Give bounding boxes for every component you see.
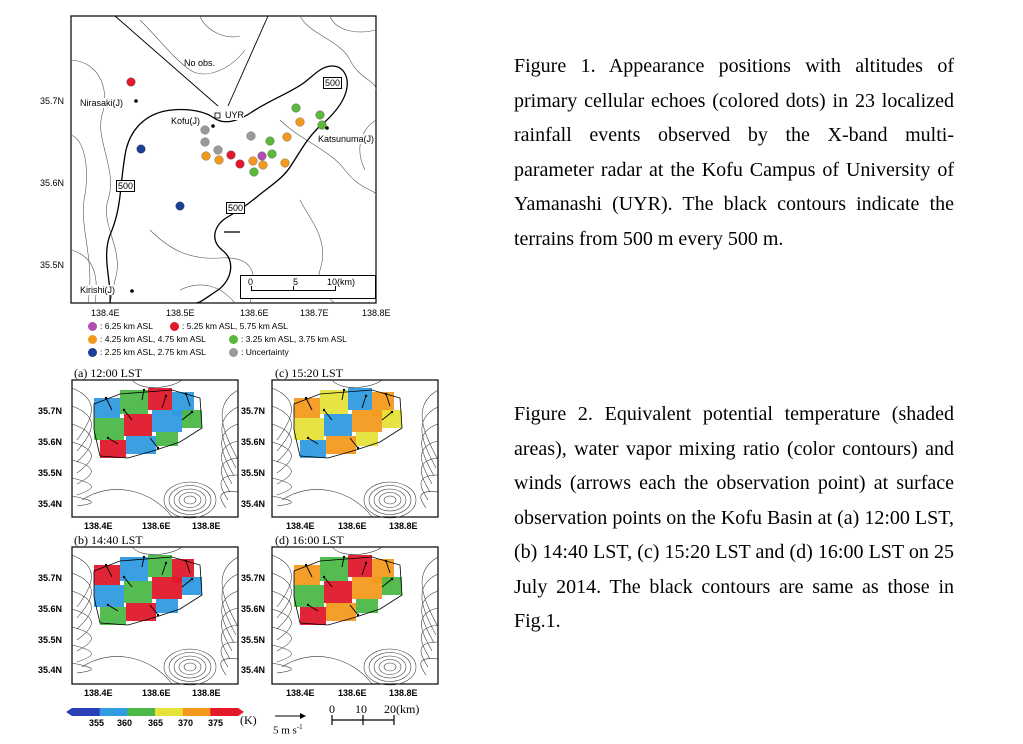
echo-dot: [281, 159, 290, 168]
legend-label: : 2.25 km ASL, 2.75 km ASL: [100, 347, 206, 357]
fig2-lat-tick: 35.5N: [38, 468, 63, 478]
theta-e-cell: [352, 577, 382, 599]
echo-dot: [259, 161, 268, 170]
theta-e-cell: [294, 585, 324, 607]
fig1-place-nirasaki: Nirasaki(J): [80, 98, 124, 108]
echo-dot: [316, 111, 325, 120]
echo-dot: [292, 104, 301, 113]
echo-dot: [296, 118, 305, 127]
fig2-distance-twenty: 20(km): [384, 702, 420, 716]
figure-1-map: [0, 0, 500, 360]
echo-dot: [258, 152, 267, 161]
figure-2-caption: Figure 2. Equivalent potential temperature (shaded areas), water vapor mixing ratio (color contours) and winds (arrows each the observation point) at surface observation points on the Kofu Basin at (a) 12:00 LST, (b) 14:40 LST, (c) 15:20 LST and (d) 16:00 LST on 25 July 2014. The black contours are same as those in Fig.1.: [514, 403, 954, 632]
legend-swatch: [88, 348, 97, 357]
fig2-lon-tick: 138.6E: [142, 521, 171, 531]
fig1-legend-item: [229, 347, 289, 357]
echo-dot: [249, 157, 258, 166]
echo-dot: [176, 202, 185, 211]
fig2-lat-tick: 35.6N: [241, 604, 266, 614]
echo-dot: [283, 133, 292, 142]
fig2-lon-tick: 138.8E: [192, 688, 221, 698]
colorbar-swatch: [127, 708, 155, 716]
fig2-colorbar: [66, 708, 244, 716]
legend-swatch: [88, 335, 97, 344]
theta-e-cell: [300, 440, 326, 458]
theta-e-cell: [294, 418, 324, 440]
fig1-legend-item: [88, 347, 206, 357]
theta-e-cell: [324, 581, 352, 603]
fig2-lat-tick: 35.4N: [38, 665, 63, 675]
fig2-lon-tick: 138.6E: [142, 688, 171, 698]
fig2-lat-tick: 35.6N: [38, 604, 63, 614]
fig1-lat-tick: 35.6N: [40, 178, 65, 188]
fig2-lon-tick: 138.4E: [286, 521, 315, 531]
legend-swatch: [229, 335, 238, 344]
echo-dot: [201, 138, 210, 147]
fig2-lat-tick: 35.4N: [241, 499, 266, 509]
fig1-scale-ten: 10(km): [327, 277, 356, 287]
fig2-lon-tick: 138.6E: [338, 688, 367, 698]
fig2-lat-tick: 35.6N: [38, 437, 63, 447]
fig2-panel-title-d: (d) 16:00 LST: [275, 533, 344, 547]
fig2-distance-ten: 10: [355, 702, 367, 716]
fig2-lat-tick: 35.5N: [38, 635, 63, 645]
fig1-lon-tick: 138.6E: [240, 308, 269, 318]
theta-e-cell: [352, 410, 382, 432]
fig2-lon-tick: 138.4E: [286, 688, 315, 698]
fig2-panel-title-c: (c) 15:20 LST: [275, 366, 343, 380]
wind-scale-text: 5 m s: [273, 724, 297, 737]
station-marker: [325, 126, 329, 130]
fig1-scale-zero: 0: [248, 277, 254, 287]
figure-2: [0, 360, 500, 744]
figure-1: [0, 0, 500, 360]
fig1-place-kirishi: Kirishi(J): [80, 285, 115, 295]
fig2-lon-tick: 138.8E: [389, 521, 418, 531]
legend-label: : Uncertainty: [241, 347, 289, 357]
fig2-lat-tick: 35.7N: [241, 573, 266, 583]
theta-e-cell: [100, 607, 126, 625]
echo-dot: [247, 132, 256, 141]
station-marker: [130, 289, 134, 293]
fig2-colorbar-label: 355: [89, 718, 105, 728]
fig1-contour-label: 500: [118, 181, 134, 191]
legend-swatch: [170, 322, 179, 331]
theta-e-cell: [124, 414, 152, 436]
fig1-place-uyr: UYR: [225, 110, 245, 120]
fig2-colorbar-label: 370: [178, 718, 194, 728]
fig2-wind-scale-label: [273, 723, 303, 737]
echo-dot: [201, 126, 210, 135]
fig1-place-katsunuma: Katsunuma(J): [318, 134, 375, 144]
fig2-lon-tick: 138.8E: [192, 521, 221, 531]
colorbar-swatch: [155, 708, 183, 716]
echo-dot: [137, 145, 146, 154]
legend-swatch: [229, 348, 238, 357]
echo-dot: [127, 78, 136, 87]
legend-label: : 3.25 km ASL, 3.75 km ASL: [241, 334, 347, 344]
fig1-place-kofu: Kofu(J): [171, 116, 201, 126]
fig2-lat-tick: 35.6N: [241, 437, 266, 447]
fig2-distance-zero: 0: [329, 702, 335, 716]
fig2-colorbar-label: 375: [208, 718, 224, 728]
panel-c: [272, 380, 438, 518]
theta-e-cell: [324, 414, 352, 436]
theta-e-cell: [152, 410, 182, 432]
echo-dot: [250, 168, 259, 177]
colorbar-swatch: [72, 708, 100, 716]
fig1-scale-five: 5: [293, 277, 299, 287]
fig1-lat-tick: 35.5N: [40, 260, 65, 270]
echo-dot: [214, 146, 223, 155]
fig1-lon-tick: 138.8E: [362, 308, 391, 318]
fig1-contour-label: 500: [325, 78, 341, 88]
echo-dot: [227, 151, 236, 160]
echo-dot: [318, 121, 327, 130]
fig2-colorbar-unit: (K): [240, 713, 257, 727]
fig2-lon-tick: 138.4E: [84, 521, 113, 531]
theta-e-cell: [94, 418, 124, 440]
legend-label: : 4.25 km ASL, 4.75 km ASL: [100, 334, 206, 344]
fig2-lon-tick: 138.6E: [338, 521, 367, 531]
fig2-lat-tick: 35.4N: [241, 665, 266, 675]
fig1-lon-tick: 138.5E: [166, 308, 195, 318]
wind-scale-sup: -1: [296, 723, 303, 731]
fig1-scale-bar: [240, 275, 376, 299]
fig2-lat-tick: 35.5N: [241, 468, 266, 478]
colorbar-swatch: [183, 708, 211, 716]
fig1-contour-label: 500: [228, 203, 244, 213]
panel-b: [72, 547, 238, 685]
legend-label: : 6.25 km ASL: [100, 321, 153, 331]
radar-marker: [215, 113, 220, 118]
fig2-colorbar-label: 365: [148, 718, 164, 728]
fig2-lat-tick: 35.4N: [38, 499, 63, 509]
fig2-lat-tick: 35.7N: [38, 573, 63, 583]
fig2-lon-tick: 138.8E: [389, 688, 418, 698]
panel-d: [272, 547, 438, 685]
fig1-legend-item: [229, 334, 347, 344]
panel-a: [72, 380, 238, 518]
fig2-colorbar-label: 360: [117, 718, 133, 728]
theta-e-cell: [300, 607, 326, 625]
echo-dot: [215, 156, 224, 165]
theta-e-cell: [152, 577, 182, 599]
echo-dot: [202, 152, 211, 161]
fig2-lat-tick: 35.5N: [241, 635, 266, 645]
figure-1-caption: Figure 1. Appearance positions with altitudes of primary cellular echoes (colored dots) in 23 localized rainfall events observed by the X-band multi-parameter radar at the Kofu Campus of University of Yamanashi (UYR). The black contours indicate the terrains from 500 m every 500 m.: [514, 55, 954, 250]
fig1-legend-item: [88, 321, 153, 331]
fig1-no-obs-label: No obs.: [184, 58, 216, 68]
fig1-lon-tick: 138.7E: [300, 308, 329, 318]
legend-label: : 5.25 km ASL, 5.75 km ASL: [182, 321, 288, 331]
theta-e-cell: [94, 585, 124, 607]
fig2-panel-title-b: (b) 14:40 LST: [74, 533, 143, 547]
fig2-lat-tick: 35.7N: [241, 406, 266, 416]
fig2-lat-tick: 35.7N: [38, 406, 63, 416]
fig1-legend-item: [88, 334, 206, 344]
echo-dot: [268, 150, 277, 159]
colorbar-swatch: [100, 708, 128, 716]
theta-e-cell: [124, 581, 152, 603]
figure-2-maps: [0, 360, 500, 744]
theta-e-cell: [100, 440, 126, 458]
fig1-lon-tick: 138.4E: [91, 308, 120, 318]
legend-swatch: [88, 322, 97, 331]
fig1-legend-item: [170, 321, 288, 331]
echo-dot: [266, 137, 275, 146]
station-marker: [134, 99, 138, 103]
echo-dot: [236, 160, 245, 169]
fig2-panel-title-a: (a) 12:00 LST: [74, 366, 142, 380]
colorbar-swatch: [210, 708, 238, 716]
station-marker: [211, 124, 215, 128]
fig1-lat-tick: 35.7N: [40, 96, 65, 106]
fig2-lon-tick: 138.4E: [84, 688, 113, 698]
